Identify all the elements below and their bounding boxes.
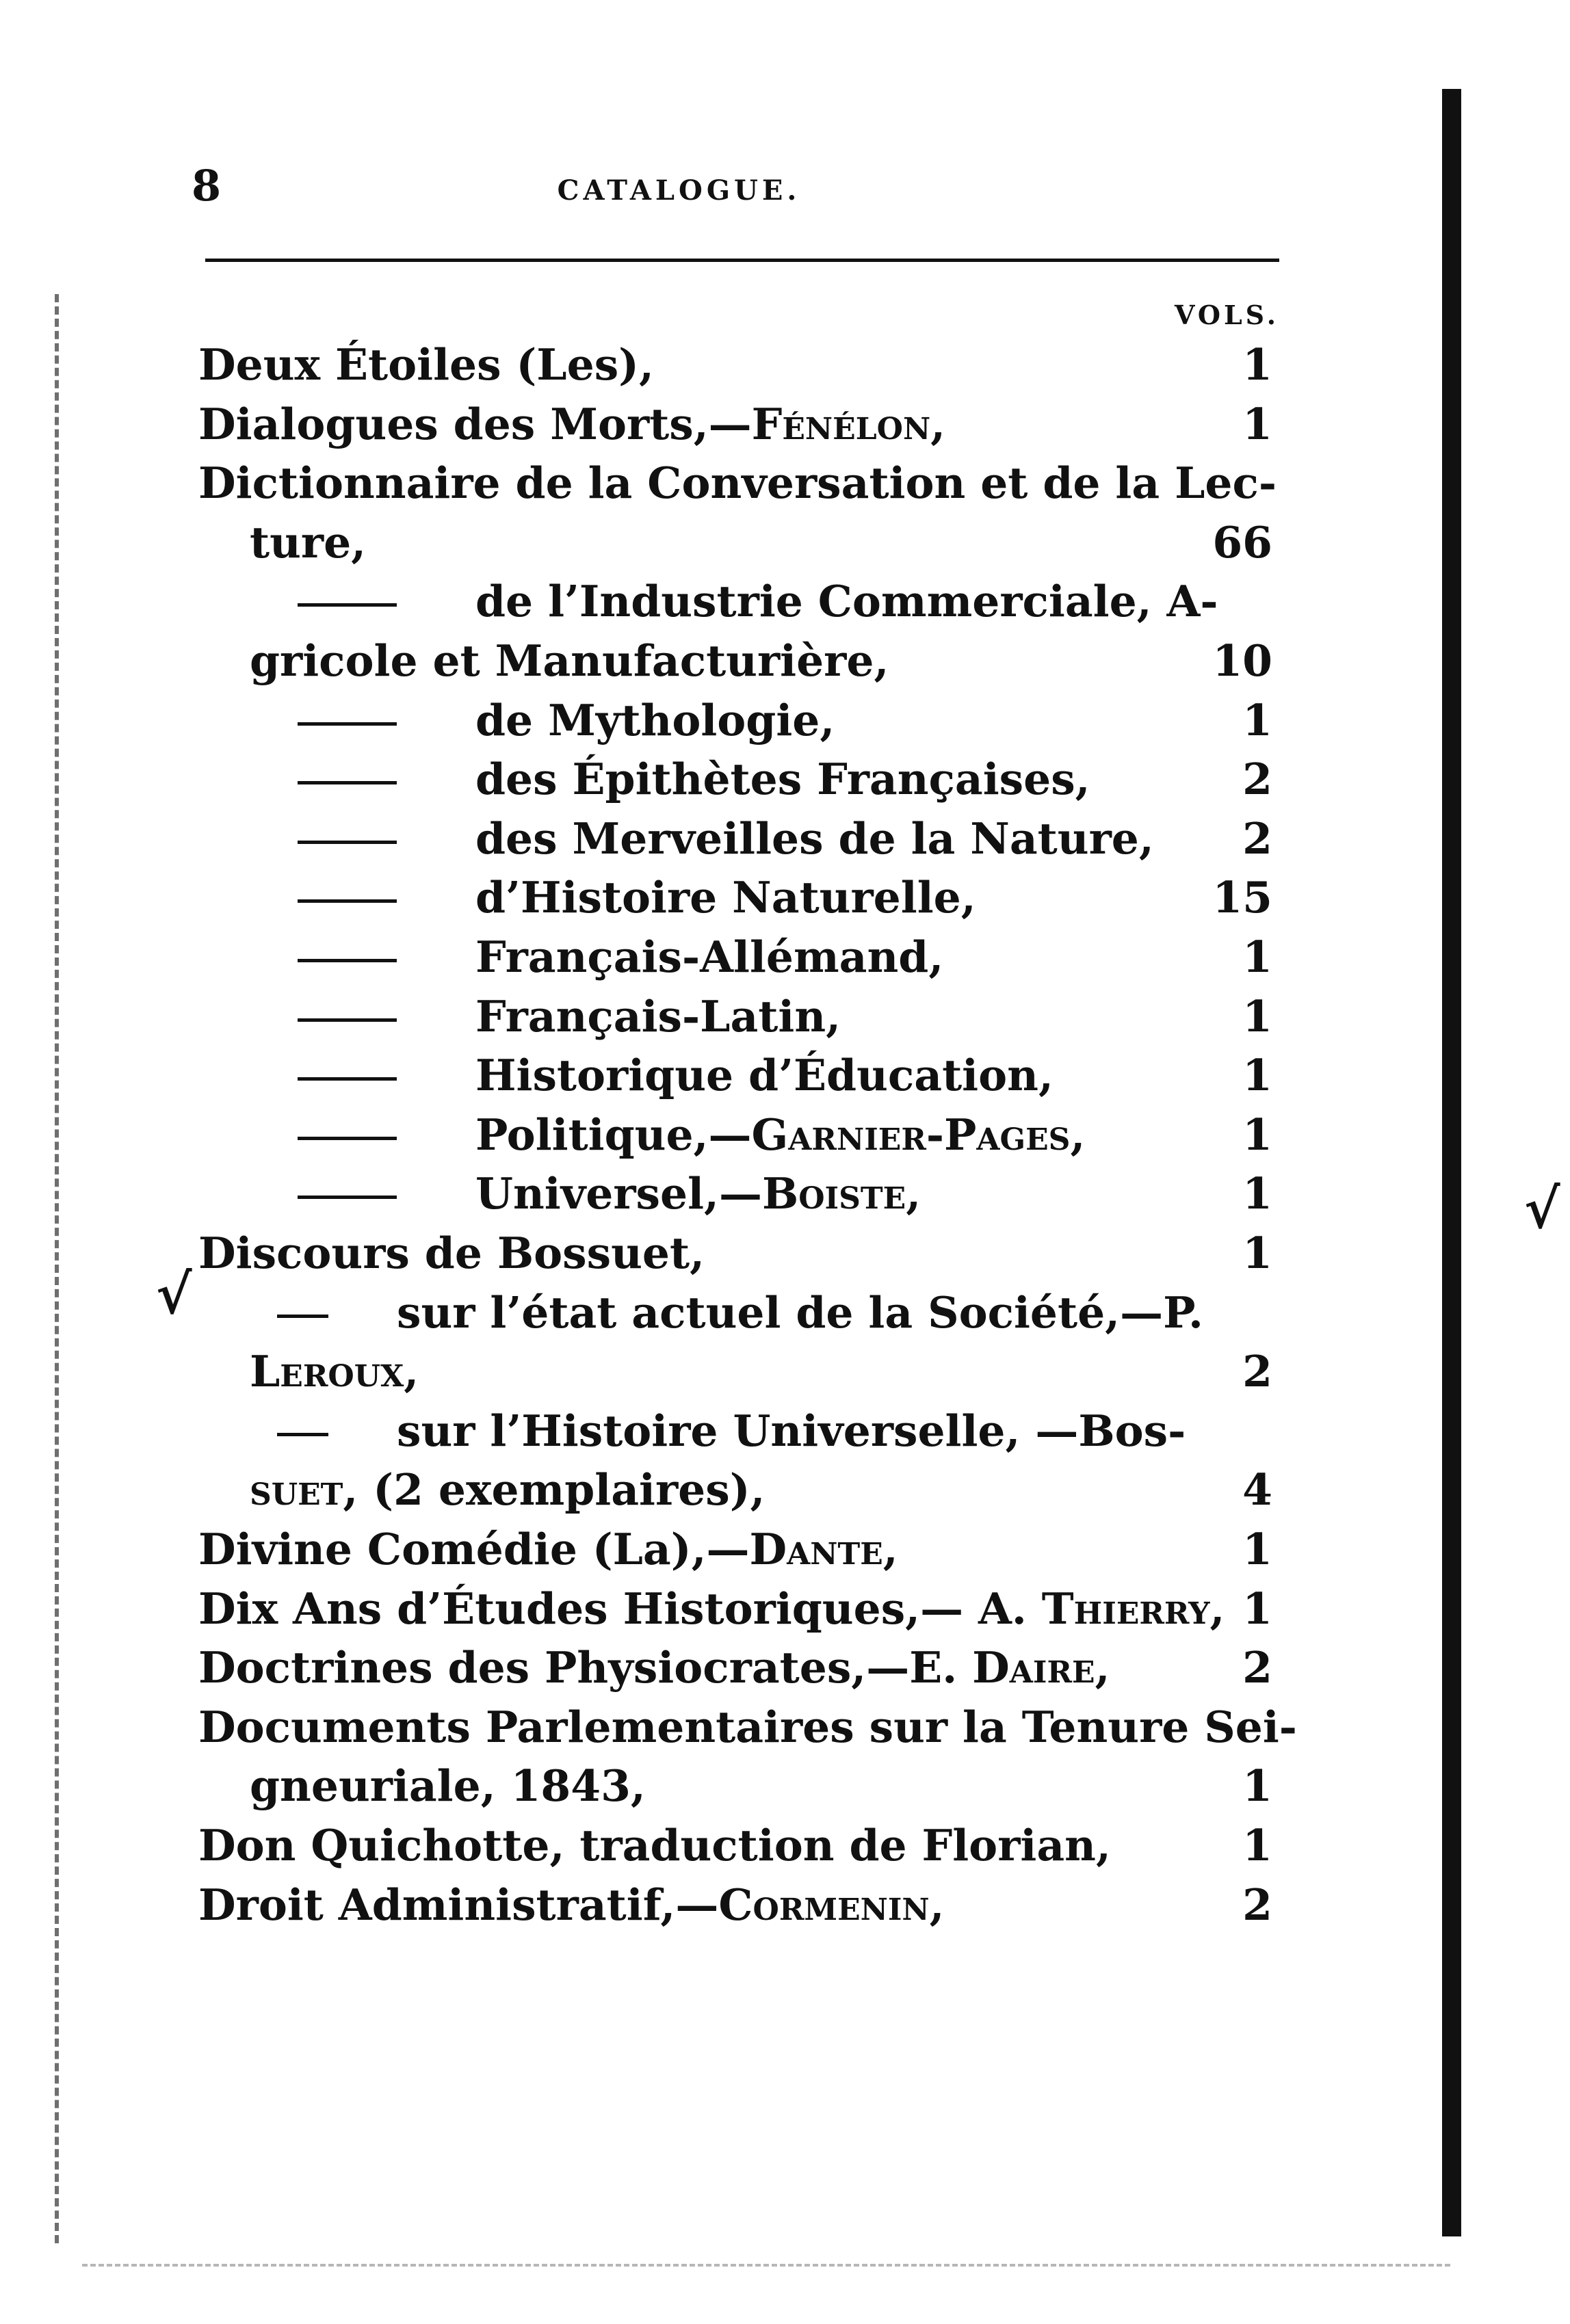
catalogue-entry-row xyxy=(0,1164,1570,1223)
entry-title xyxy=(250,513,366,572)
entry-title xyxy=(475,868,976,927)
catalogue-entry-row xyxy=(0,1283,1570,1342)
catalogue-entry-row xyxy=(0,750,1570,808)
entry-author: Daire, xyxy=(972,1642,1110,1693)
entry-title xyxy=(198,1816,1111,1875)
catalogue-entry-row xyxy=(0,868,1570,927)
entry-text: Universel,— xyxy=(475,1168,762,1219)
entry-volumes: 1 xyxy=(1242,1050,1272,1101)
entry-text: Don Quichotte, traduction de Florian, xyxy=(198,1820,1111,1871)
entry-volumes: 2 xyxy=(1242,1879,1272,1930)
catalogue-entry-row xyxy=(0,1401,1570,1460)
entry-author: Fénélon, xyxy=(751,398,946,449)
entry-author: Garnier-Pages, xyxy=(751,1109,1086,1160)
entry-author: Boiste, xyxy=(761,1168,921,1219)
ditto-dash xyxy=(298,927,397,986)
entry-author: Leroux, xyxy=(250,1346,419,1397)
ditto-dash xyxy=(298,1164,397,1223)
entry-text: Documents Parlementaires sur la Tenure Sei- xyxy=(198,1701,1297,1752)
entry-volumes: 1 xyxy=(1242,1228,1272,1278)
entry-author: Thierry, xyxy=(1041,1583,1225,1634)
entry-text: des Merveilles de la Nature, xyxy=(475,813,1154,864)
entry-title xyxy=(475,927,943,986)
entry-title xyxy=(475,572,1218,631)
entry-title xyxy=(397,1283,1203,1342)
entry-volumes: 2 xyxy=(1242,1642,1272,1693)
entry-volumes: 1 xyxy=(1242,1168,1272,1219)
catalogue-entry-row xyxy=(0,335,1570,394)
entry-title xyxy=(198,395,945,453)
entry-volumes: 1 xyxy=(1242,990,1272,1042)
catalogue-entry-row xyxy=(0,1579,1570,1638)
catalogue-entry-row xyxy=(0,631,1570,690)
catalogue-entry-row xyxy=(0,691,1570,750)
catalogue-entry-row xyxy=(0,453,1570,512)
entry-volumes: 1 xyxy=(1242,1524,1272,1574)
catalogue-entry-row xyxy=(0,1875,1570,1934)
entry-volumes: 1 xyxy=(1242,694,1272,745)
ditto-dash xyxy=(277,1283,328,1342)
catalogue-entry-row xyxy=(0,513,1570,572)
entry-title xyxy=(475,1105,1085,1164)
entry-volumes: 1 xyxy=(1242,398,1272,449)
catalogue-entry-row xyxy=(0,395,1570,453)
catalogue-entry-row xyxy=(0,987,1570,1046)
entry-title xyxy=(475,691,835,750)
entry-author: Dante, xyxy=(749,1524,898,1574)
catalogue-entry-row xyxy=(0,927,1570,986)
entry-volumes: 15 xyxy=(1212,872,1272,923)
entry-continuation: gricole et Manufacturière, xyxy=(250,635,889,686)
entry-title xyxy=(198,1224,705,1282)
vols-column-heading: VOLS. xyxy=(1175,300,1279,330)
entry-title xyxy=(475,1164,921,1223)
entry-title xyxy=(475,750,1090,808)
entry-continuation: (2 exemplaires), xyxy=(358,1464,766,1516)
entry-text: Droit Administratif,— xyxy=(198,1879,719,1930)
entry-volumes: 1 xyxy=(1242,339,1272,390)
ditto-dash xyxy=(298,1046,397,1105)
ditto-dash xyxy=(298,691,397,750)
entry-title xyxy=(250,1342,419,1401)
ditto-dash xyxy=(298,750,397,808)
entry-text: Deux Étoiles (Les), xyxy=(198,339,654,390)
right-check-mark: √ xyxy=(1524,1176,1560,1241)
entry-text: de l’Industrie Commerciale, A- xyxy=(475,576,1218,627)
entry-volumes: 4 xyxy=(1242,1464,1272,1516)
entry-continuation: ture, xyxy=(250,516,367,568)
entry-volumes: 2 xyxy=(1242,1346,1272,1397)
entry-volumes: 1 xyxy=(1242,1820,1272,1871)
entry-title xyxy=(198,1638,1110,1697)
running-title: CATALOGUE. xyxy=(557,174,801,207)
entry-author: suet, xyxy=(250,1464,358,1516)
entry-volumes: 1 xyxy=(1242,1760,1272,1812)
catalogue-entry-row xyxy=(0,1816,1570,1875)
catalogue-entry-row xyxy=(0,1342,1570,1401)
entry-title xyxy=(475,1046,1054,1105)
page-number: 8 xyxy=(192,161,222,211)
catalogue-entry-row xyxy=(0,1638,1570,1697)
entry-continuation: gneuriale, 1843, xyxy=(250,1760,646,1812)
entry-title xyxy=(250,1460,765,1519)
ditto-dash xyxy=(298,809,397,868)
entry-volumes: 2 xyxy=(1242,813,1272,864)
entry-title xyxy=(198,1875,945,1934)
entry-text: Politique,— xyxy=(475,1109,752,1160)
entry-volumes: 1 xyxy=(1242,1109,1272,1160)
entry-volumes: 1 xyxy=(1242,1583,1272,1634)
entry-text: Doctrines des Physiocrates,—E. xyxy=(198,1642,973,1693)
catalogue-entry-row xyxy=(0,1698,1570,1756)
catalogue-entry-row xyxy=(0,1756,1570,1815)
catalogue-entry-row xyxy=(0,1520,1570,1579)
entry-text: Français-Allémand, xyxy=(475,932,944,982)
entry-title xyxy=(250,631,889,690)
ditto-dash xyxy=(298,1105,397,1164)
entry-title xyxy=(250,1756,646,1815)
entry-text: Dix Ans d’Études Historiques,— A. xyxy=(198,1583,1042,1634)
catalogue-entry-row xyxy=(0,1046,1570,1105)
entry-text: Historique d’Éducation, xyxy=(475,1050,1054,1101)
entry-title xyxy=(198,1579,1225,1638)
catalogue-entry-row xyxy=(0,1105,1570,1164)
ditto-dash xyxy=(277,1401,328,1460)
entry-volumes: 1 xyxy=(1242,932,1272,982)
entry-text: Divine Comédie (La),— xyxy=(198,1524,750,1574)
entry-text: des Épithètes Françaises, xyxy=(475,754,1090,805)
ditto-dash xyxy=(298,572,397,631)
entry-volumes: 2 xyxy=(1242,754,1272,805)
entry-title xyxy=(475,987,841,1046)
entry-text: de Mythologie, xyxy=(475,694,835,745)
ditto-dash xyxy=(298,868,397,927)
left-check-mark: √ xyxy=(156,1262,192,1326)
entry-title xyxy=(198,1698,1297,1756)
entry-title xyxy=(198,335,654,394)
entry-text: d’Histoire Naturelle, xyxy=(475,872,976,923)
ditto-dash xyxy=(298,987,397,1046)
catalogue-entry-row xyxy=(0,572,1570,631)
entry-title xyxy=(198,1520,898,1579)
entry-text: Dictionnaire de la Conversation et de la Lec- xyxy=(198,458,1277,509)
entry-text: sur l’état actuel de la Société,—P. xyxy=(397,1286,1203,1338)
entry-volumes: 66 xyxy=(1212,516,1272,568)
catalogue-entry-row xyxy=(0,809,1570,868)
entry-text: sur l’Histoire Universelle, —Bos- xyxy=(397,1405,1186,1456)
entry-volumes: 10 xyxy=(1212,635,1272,686)
entry-title xyxy=(198,453,1277,512)
entry-title xyxy=(475,809,1154,868)
entry-text: Dialogues des Morts,— xyxy=(198,398,752,449)
entry-title xyxy=(397,1401,1186,1460)
catalogue-entry-row xyxy=(0,1224,1570,1282)
entry-text: Discours de Bossuet, xyxy=(198,1228,705,1278)
entry-text: Français-Latin, xyxy=(475,990,841,1042)
catalogue-entry-row xyxy=(0,1460,1570,1519)
entry-author: Cormenin, xyxy=(718,1879,945,1930)
